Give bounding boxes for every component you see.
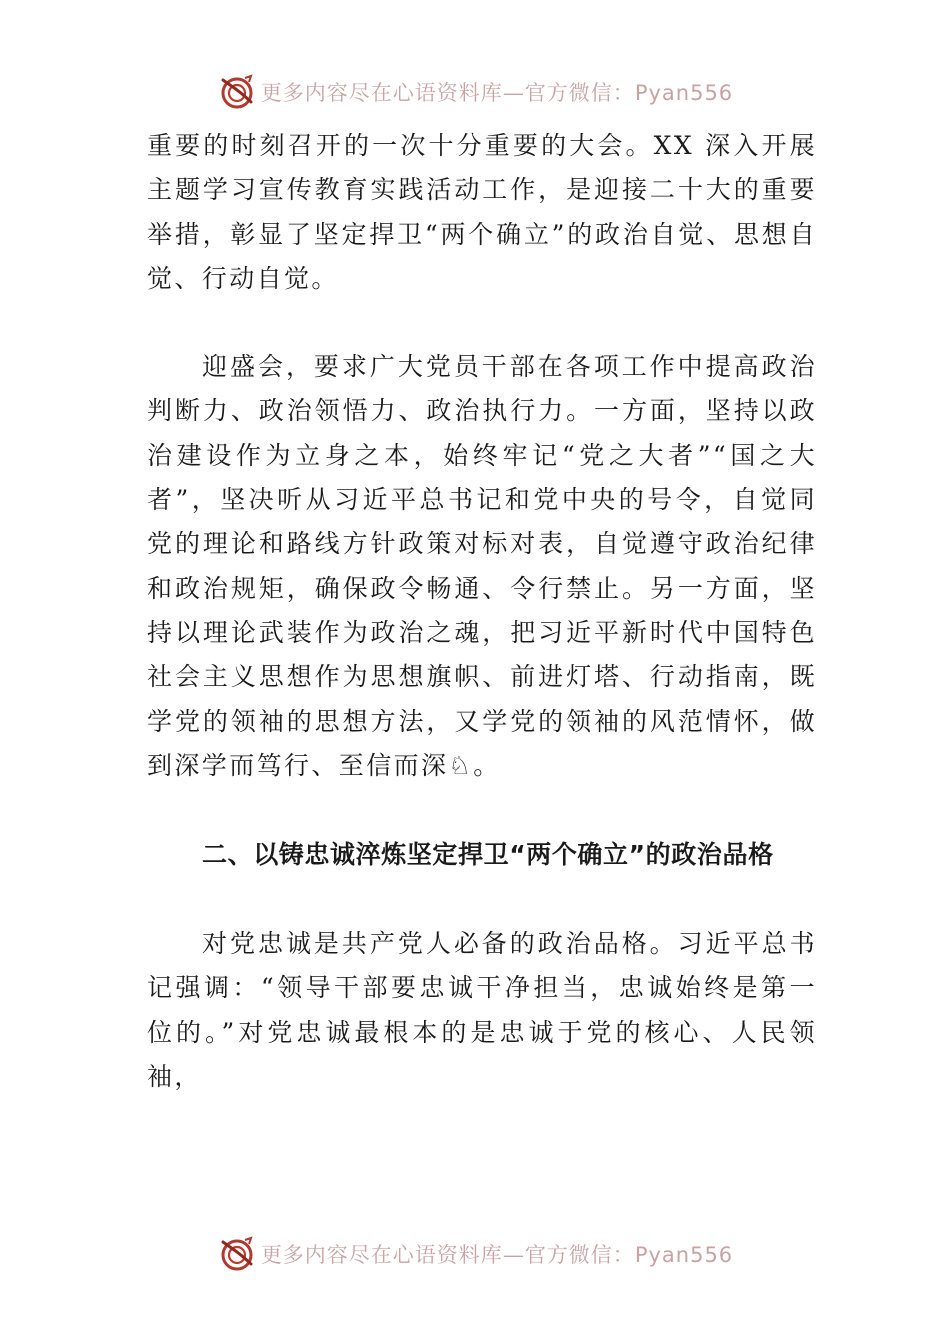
footer-banner	[0, 1232, 950, 1276]
footer-banner-text: 更多内容尽在心语资料库—官方微信：Pyan556	[260, 1243, 734, 1267]
section-heading-2: 二、以铸忠诚淬炼坚定捍卫“两个确立”的政治品格	[202, 840, 774, 870]
document-body	[147, 124, 817, 1099]
paragraph-1: 重要的时刻召开的一次十分重要的大会。XX 深入开展主题学习宣传教育实践活动工作，是迎接二十大的重要举措，彰显了坚定捍卫“两个确立”的政治自觉、思想自觉、行动自觉。	[147, 131, 817, 293]
brand-logo-icon	[217, 72, 257, 112]
paragraph-3: 对党忠诚是共产党人必备的政治品格。习近平总书记强调：“领导干部要忠诚干净担当，忠诚始终是第一位的。”对党忠诚最根本的是忠诚于党的核心、人民领袖，	[147, 929, 817, 1092]
paragraph-2: 迎盛会，要求广大党员干部在各项工作中提高政治判断力、政治领悟力、政治执行力。一方面，坚持以政治建设作为立身之本，始终牢记“党之大者”“国之大者”，坚决听从习近平总书记和党中央的号令，自觉同党的理论和路线方针政策对标对表，自觉遵守政治纪律和政治规矩，确保政令畅通、令行禁止。另一方面，坚持以理论武装作为政治之魂，把习近平新时代中国特色社会主义思想作为思想旗帜、前进灯塔、行动指南，既学党的领袖的思想方法，又学党的领袖的风范情怀，做到深学而笃行、至信而深♘。	[147, 352, 817, 780]
brand-logo-icon	[217, 1234, 257, 1274]
header-banner	[0, 70, 950, 114]
header-banner-text: 更多内容尽在心语资料库—官方微信：Pyan556	[260, 81, 734, 105]
